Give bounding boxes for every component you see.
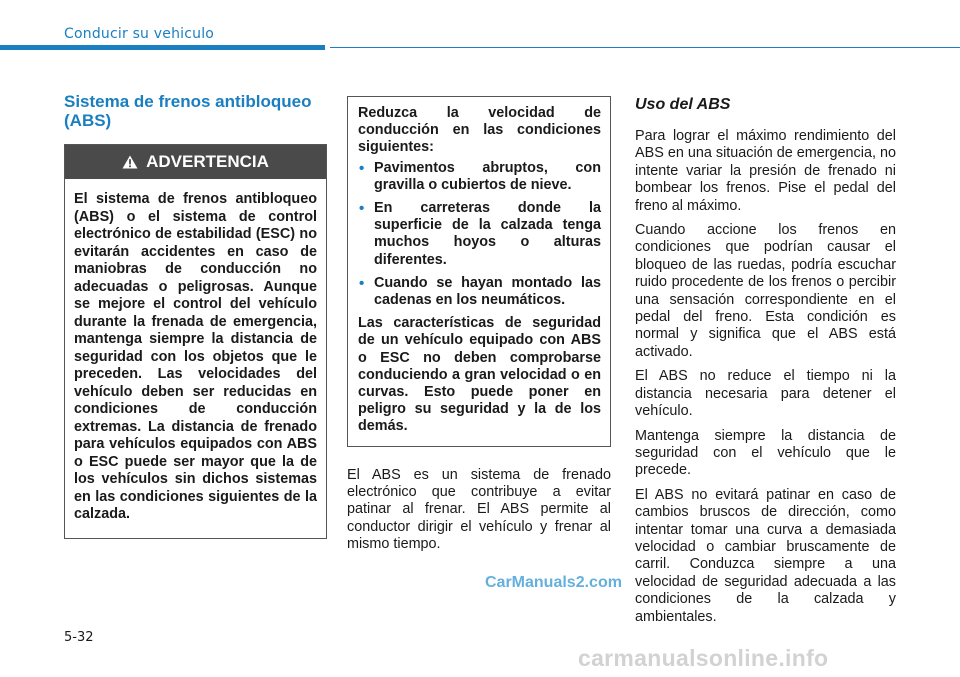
column-middle (347, 96, 611, 561)
caution-closing: Las características de seguridad de un vehículo equipado con ABS o ESC no deben comprobarse conduciendo a gran velocidad o en curvas. Esto puede poner en peligro su seguridad y la de los demás. (358, 315, 601, 435)
bullet-icon: • (359, 274, 365, 292)
bullet-icon: • (359, 200, 365, 218)
warning-text: El sistema de frenos antibloqueo (ABS) o el sistema de control electrónico de estabilidad (ESC) no evitarán accidentes en caso de maniobras de conducción no adecuadas o peligrosas. Aunque se mejore el control del vehículo durante la frenada de emergencia, mantenga siempre la distancia de seguridad con los objetos que le preceden. Las velocidades del vehículo deben ser reducidas en condiciones de conducción extremas. La distancia de frenado para vehículos equipados con ABS o ESC puede ser mayor que la de los vehículos sin dichos sistemas en las condiciones siguientes de la calzada. (74, 191, 317, 522)
caution-box (347, 96, 611, 447)
list-item: • Pavimentos abruptos, con gravilla o cubiertos de nieve. (359, 159, 601, 193)
header-rule-thick (0, 45, 325, 50)
abs-description: El ABS es un sistema de frenado electrónico que contribuye a evitar patinar al frenar. El ABS permite al conductor dirigir el vehículo y frenar al mismo tiempo. (347, 466, 611, 553)
warning-header (65, 145, 326, 179)
column-left (64, 92, 327, 539)
list-item: • En carreteras donde la superficie de la calzada tenga muchos hoyos o alturas diferentes. (359, 200, 601, 268)
paragraph: Para lograr el máximo rendimiento del ABS en una situación de emergencia, no intente variar la presión de frenado ni bombear los frenos. Pise el pedal del freno al máximo. (635, 128, 896, 214)
watermark-carmanualsonline[interactable]: carmanualsonline.info (578, 645, 829, 671)
warning-triangle-icon (122, 155, 138, 169)
paragraph: Mantenga siempre la distancia de seguridad con el vehículo que le precede. (635, 427, 896, 479)
paragraph: El ABS no evitará patinar en caso de cambios bruscos de dirección, como intentar tomar una curva a demasiada velocidad o cambiar bruscamente de carril. Conduzca siempre a una velocidad de seguridad adecuada a las condiciones de la calzada y ambientales. (635, 486, 896, 625)
section-header: Conducir su vehiculo (64, 26, 215, 42)
paragraph: El ABS no reduce el tiempo ni la distancia necesaria para detener el vehículo. (635, 368, 896, 420)
subsection-title: Uso del ABS (635, 96, 731, 113)
caution-intro: Reduzca la velocidad de conducción en las condiciones siguientes: (358, 105, 601, 156)
list-item: • Cuando se hayan montado las cadenas en los neumáticos. (359, 274, 601, 309)
bullet-icon: • (359, 159, 365, 177)
section-title: Sistema de frenos antibloqueo (ABS) (64, 92, 312, 130)
warning-box (64, 144, 327, 539)
paragraph: Cuando accione los frenos en condiciones que podrían causar el bloqueo de las ruedas, podría escuchar ruido procedente de los frenos o percibir una sensación correspondiente en el pedal del freno. Esta condición es normal y significa que el ABS está activado. (635, 222, 896, 360)
column-right (635, 92, 896, 633)
caution-list (358, 160, 601, 310)
warning-label: ADVERTENCIA (146, 152, 269, 171)
watermark-carmanuals2[interactable]: CarManuals2.com (485, 574, 622, 591)
page-number: 5-32 (64, 630, 94, 645)
header-rule-thin (330, 47, 960, 48)
